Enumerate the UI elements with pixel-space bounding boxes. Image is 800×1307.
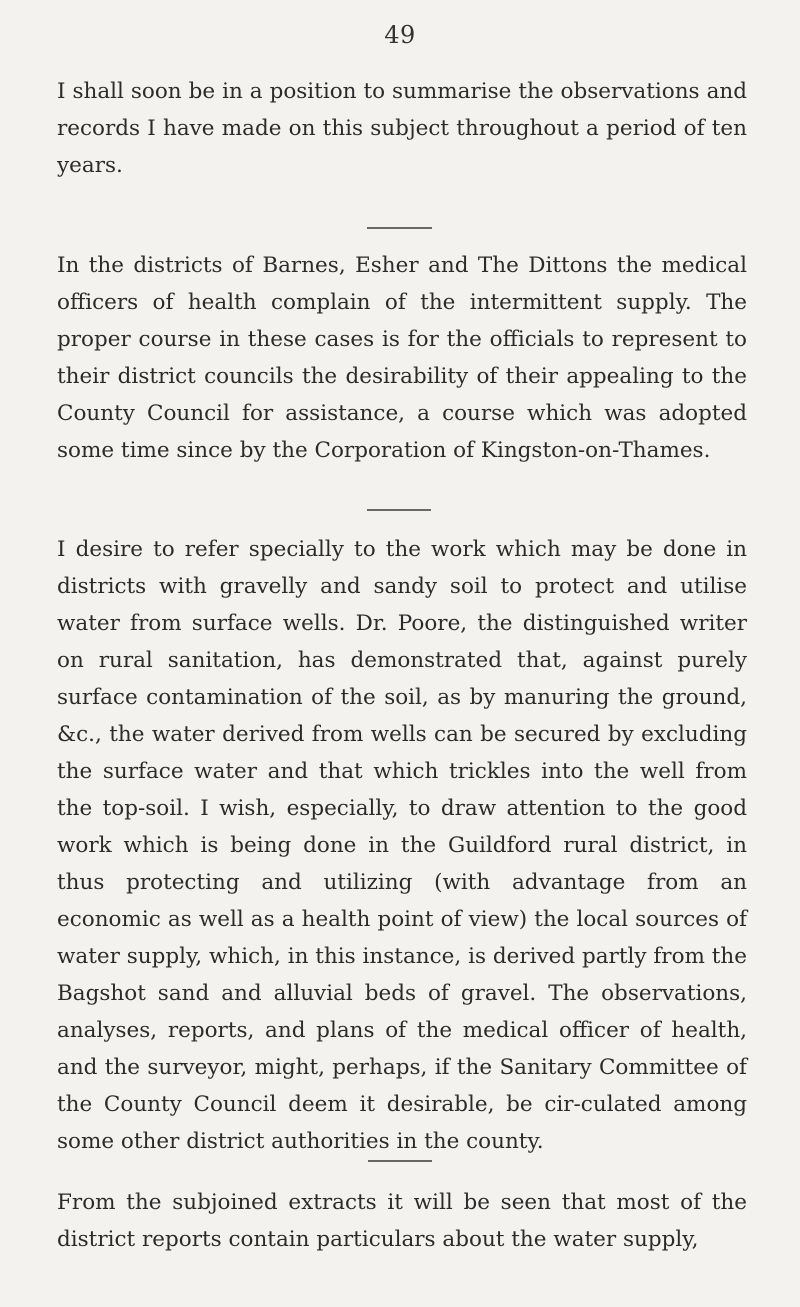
section-divider: [367, 509, 431, 511]
paragraph-district-reports: From the subjoined extracts it will be seen that most of the district reports contain particulars about the water supply,: [57, 1190, 747, 1252]
page-number: 49: [384, 21, 416, 49]
paragraph-intermittent-supply: In the districts of Barnes, Esher and The Dittons the medical officers of health complain of the intermittent supply. The proper course in these cases is for the officials to represent to their district councils the desirability of their appealing to the County Council for assistance, a course which was adopted some time since by the Corporation of Kingston-on-Thames.: [57, 253, 747, 463]
paragraph-summary: I shall soon be in a position to summarise the observations and records I have made on this subject throughout a period of ten years.: [57, 79, 747, 178]
section-divider: [367, 227, 432, 229]
section-divider: [368, 1160, 432, 1162]
paragraph-surface-wells: I desire to refer specially to the work which may be done in districts with gravelly and sandy soil to protect and utilise water from surface wells. Dr. Poore, the distinguished writer on rural sanitation, has demonstrated that, against purely surface contamination of the soil, as by manuring the ground, &c., the water derived from wells can be secured by excluding the surface water and that which trickles into the well from the top-soil. I wish, especially, to draw attention to the good work which is being done in the Guildford rural district, in thus protecting and utilizing (with advantage from an economic as well as a health point of view) the local sources of water supply, which, in this instance, is derived partly from the Bagshot sand and alluvial beds of gravel. The observations, analyses, reports, and plans of the medical officer of health, and the surveyor, might, perhaps, if the Sanitary Committee of the County Council deem it desirable, be cir-culated among some other district authorities in the county.: [57, 537, 747, 1154]
